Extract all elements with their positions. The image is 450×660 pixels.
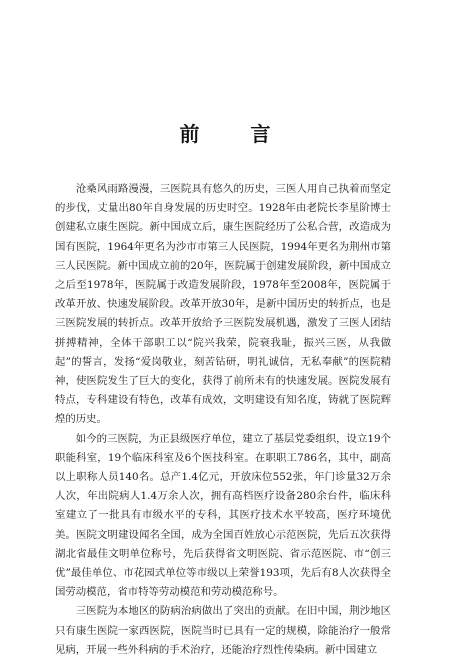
paragraph-current-status: 如今的三医院，为正县级医疗单位，建立了基层党委组织，设立19个职能科室，19个临床科室及6个医技科室。在职职工786名，其中，副高以上职称人员140名。总产1.4亿元，开放床位552张，年门诊量32万余人次，年出院病人1.4万余人次，拥有高档医疗设备280余台件，临床科室建立了一批具有市级水平的专科，其医疗技术水平较高，医疗环境优美。医院文明建设闻名全国，成为全国百姓放心示范医院，先后五次获得湖北省最佳文明单位称号，先后获得省文明医院、省示范医院、市“创三优”最佳单位、市花园式单位等市级以上荣誉193项，先后有8人次获得全国劳动模范，省市特等劳动模范和劳动模范称号。	[55, 432, 391, 599]
body-text	[55, 180, 391, 660]
page-title: 前 言	[179, 122, 293, 146]
paragraph-contribution: 三医院为本地区的防病治病做出了突出的贡献。在旧中国，荆沙地区只有康生医院一家西医院，医院当时已具有一定的规模，除能治疗一般常见病，开展一些外科病的手术治疗，还能治疗烈性传染病。新中国建立	[55, 605, 391, 656]
paragraph-history: 沧桑风雨路漫漫，三医院具有悠久的历史，三医人用自己执着而坚定的步伐，丈量出80年自身发展的历史时空。1928年由老院长李星阶博士创建私立康生医院。新中国成立后，康生医院经历了公私合营，改造成为国有医院，1964年更名为沙市市第三人民医院，1994年更名为荆州市第三人民医院。新中国成立前的20年，医院属于创建发展阶段，新中国成立之后至1978年，医院属于改造发展阶段，1978年至2008年，医院属于改革开放、快速发展阶段。改革开放30年，是新中国历史的转折点，也是三医院发展的转折点。改革开放给予三医院发展机遇，激发了三医人团结拼搏精神，全体干部职工以“院兴我荣，院衰我耻，振兴三医，从我做起”的誓言，发扬“爱岗敬业，刻苦钻研，明礼诚信，无私奉献”的医院精神，使医院发生了巨大的变化，获得了前所未有的快速发展。医院发展有特点，专科建设有特色，改革有成效，文明建设有知名度，铸就了医院辉煌的历史。	[55, 183, 391, 426]
